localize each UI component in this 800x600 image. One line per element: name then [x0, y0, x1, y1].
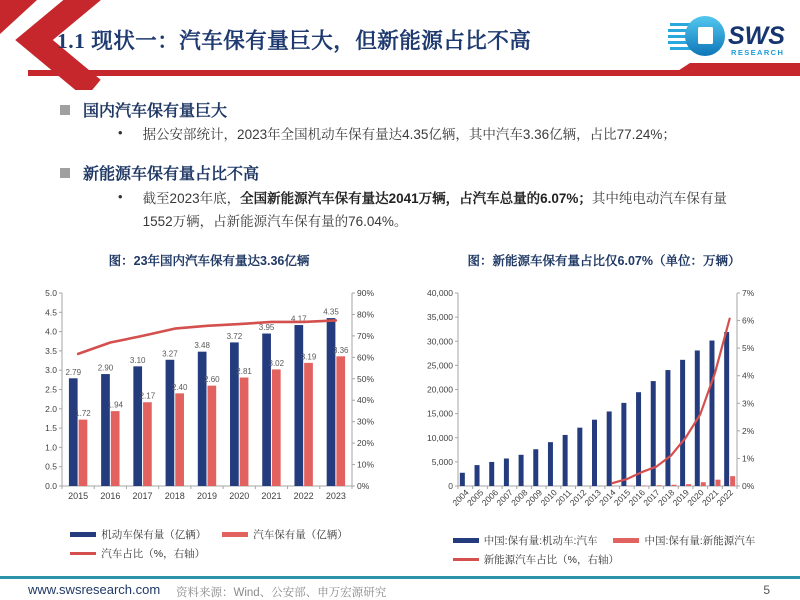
legend-label: 新能源汽车占比（%，右轴）	[483, 554, 620, 566]
logo-subtext: RESEARCH	[731, 48, 785, 57]
svg-text:0.5: 0.5	[45, 461, 57, 472]
svg-text:2011: 2011	[553, 487, 574, 508]
logo-text: SWS	[728, 22, 785, 50]
svg-text:2021: 2021	[261, 491, 282, 501]
svg-text:2015: 2015	[611, 487, 633, 508]
section-heading-1	[60, 98, 227, 121]
svg-text:4.35: 4.35	[323, 307, 339, 317]
svg-text:20%: 20%	[357, 438, 375, 449]
svg-text:40,000: 40,000	[427, 288, 453, 298]
legend-item	[70, 546, 205, 561]
legend-label: 汽车保有量（亿辆）	[253, 529, 348, 541]
svg-text:4.0: 4.0	[45, 326, 57, 337]
sub-bullet-text: 据公安部统计，2023年全国机动车保有量达4.35亿辆，其中汽车3.36亿辆，占比77.24%；	[142, 127, 676, 142]
svg-text:5.0: 5.0	[45, 288, 57, 298]
svg-text:1.0: 1.0	[45, 442, 57, 453]
svg-text:0: 0	[448, 481, 453, 491]
svg-text:2.90: 2.90	[97, 363, 114, 373]
svg-text:2017: 2017	[132, 491, 153, 501]
svg-text:3.95: 3.95	[258, 323, 275, 333]
svg-text:60%: 60%	[357, 352, 375, 363]
square-bullet-icon	[60, 105, 70, 115]
svg-text:25,000: 25,000	[427, 360, 453, 371]
svg-text:1.5: 1.5	[45, 423, 57, 434]
svg-text:6%: 6%	[742, 315, 755, 326]
svg-text:2020: 2020	[685, 487, 706, 508]
svg-text:40%: 40%	[357, 395, 375, 406]
header-red-band-thick	[670, 63, 800, 76]
footer-divider	[0, 576, 800, 579]
svg-text:2.5: 2.5	[45, 384, 57, 395]
svg-text:50%: 50%	[357, 373, 375, 384]
svg-text:30,000: 30,000	[427, 336, 453, 347]
svg-text:2023: 2023	[325, 491, 346, 501]
svg-text:2019: 2019	[670, 487, 692, 508]
svg-text:2014: 2014	[597, 487, 618, 508]
svg-text:2012: 2012	[567, 487, 589, 508]
legend-label: 机动车保有量（亿辆）	[101, 529, 207, 541]
svg-text:2016: 2016	[626, 487, 647, 508]
square-bullet-icon	[60, 168, 70, 178]
svg-text:3.19: 3.19	[300, 352, 317, 362]
dot-bullet-icon	[118, 188, 123, 233]
svg-text:2006: 2006	[479, 487, 501, 508]
svg-text:2015: 2015	[68, 491, 89, 501]
svg-text:0.0: 0.0	[45, 481, 57, 491]
svg-text:15,000: 15,000	[427, 408, 453, 419]
svg-text:90%: 90%	[357, 288, 375, 298]
svg-text:2.17: 2.17	[139, 391, 156, 401]
legend-item	[222, 527, 348, 542]
svg-text:2.60: 2.60	[204, 375, 220, 385]
nev-chart-legend	[418, 533, 790, 567]
legend-bar-swatch	[70, 532, 96, 537]
legend-item	[613, 533, 755, 548]
vehicle-chart-legend	[30, 527, 388, 561]
legend-label: 中国:保有量:新能源汽车	[644, 535, 756, 547]
svg-text:3.72: 3.72	[226, 331, 243, 341]
svg-text:20,000: 20,000	[427, 384, 453, 395]
svg-text:2018: 2018	[164, 491, 185, 501]
svg-text:2019: 2019	[196, 491, 218, 501]
svg-text:3.0: 3.0	[45, 365, 57, 376]
sub-bullet-1	[118, 124, 766, 147]
dot-bullet-icon	[118, 124, 123, 147]
svg-text:10%: 10%	[357, 459, 375, 470]
legend-item	[70, 527, 206, 542]
svg-text:7%: 7%	[742, 288, 755, 298]
svg-text:2016: 2016	[100, 491, 121, 501]
svg-text:4%: 4%	[742, 370, 755, 381]
legend-bar-swatch	[453, 538, 479, 543]
svg-text:1.94: 1.94	[107, 400, 123, 410]
svg-text:2.0: 2.0	[45, 403, 57, 414]
svg-text:0%: 0%	[357, 481, 370, 491]
page-number: 5	[763, 583, 770, 597]
chart-title-right: 图：新能源车保有量占比仅6.07%（单位：万辆）	[467, 254, 741, 268]
svg-text:2022: 2022	[293, 491, 314, 501]
sub-bullet-2	[118, 188, 766, 233]
svg-text:4.5: 4.5	[45, 307, 57, 318]
svg-text:2008: 2008	[509, 487, 530, 508]
globe-icon	[668, 16, 725, 56]
svg-text:3.48: 3.48	[194, 341, 210, 351]
sws-research-logo	[668, 10, 790, 62]
nev-share-chart	[418, 283, 790, 533]
section-heading-2	[60, 161, 259, 184]
sub-bullet-text: 截至2023年底，全国新能源汽车保有量达2041万辆，占汽车总量的6.07%；其中纯电动汽车保有量1552万辆，占新能源汽车保有量的76.04%。	[142, 191, 727, 229]
svg-text:3.10: 3.10	[129, 355, 146, 365]
svg-text:2013: 2013	[582, 487, 603, 508]
page-title: 1.1 现状一：汽车保有量巨大，但新能源占比不高	[57, 29, 532, 53]
svg-text:2%: 2%	[742, 425, 755, 436]
svg-text:2007: 2007	[494, 487, 515, 508]
svg-text:35,000: 35,000	[427, 312, 453, 323]
svg-text:2010: 2010	[538, 487, 559, 508]
svg-text:3.5: 3.5	[45, 345, 57, 356]
svg-text:2022: 2022	[714, 487, 736, 508]
section-heading-text: 新能源车保有量占比不高	[83, 166, 260, 183]
svg-text:3.27: 3.27	[162, 349, 178, 359]
svg-text:3.36: 3.36	[332, 345, 349, 355]
svg-text:3%: 3%	[742, 398, 755, 409]
legend-label: 汽车占比（%，右轴）	[101, 548, 206, 560]
svg-text:5,000: 5,000	[431, 456, 453, 467]
svg-text:1.72: 1.72	[75, 409, 91, 419]
legend-item	[453, 533, 598, 548]
legend-line-swatch	[70, 552, 96, 555]
legend-bar-swatch	[613, 538, 639, 543]
svg-text:10,000: 10,000	[427, 432, 453, 443]
svg-text:80%: 80%	[357, 309, 375, 320]
legend-bar-swatch	[222, 532, 248, 537]
svg-text:5%: 5%	[742, 343, 755, 354]
svg-text:2005: 2005	[464, 487, 486, 508]
svg-text:2009: 2009	[523, 487, 545, 508]
svg-text:70%: 70%	[357, 330, 375, 341]
svg-text:0%: 0%	[742, 481, 755, 491]
legend-label: 中国:保有量:机动车:汽车	[483, 535, 598, 547]
svg-text:3.02: 3.02	[268, 358, 285, 368]
footer-website-link[interactable]: www.swsresearch.com	[28, 582, 161, 597]
svg-text:2.79: 2.79	[65, 367, 82, 377]
legend-line-swatch	[453, 558, 479, 561]
svg-text:2004: 2004	[450, 487, 471, 508]
svg-text:2.81: 2.81	[236, 367, 252, 377]
svg-text:2021: 2021	[699, 487, 721, 508]
vehicle-ownership-chart	[30, 283, 388, 511]
svg-text:1%: 1%	[742, 453, 755, 464]
section-heading-text: 国内汽车保有量巨大	[83, 103, 228, 120]
footer-source-text: 资料来源：Wind、公安部、申万宏源研究	[176, 587, 387, 599]
svg-text:2.40: 2.40	[171, 382, 188, 392]
svg-text:2017: 2017	[641, 487, 662, 508]
svg-text:4.17: 4.17	[291, 314, 307, 324]
chart-title-left: 图：23年国内汽车保有量达3.36亿辆	[108, 254, 310, 268]
svg-text:2018: 2018	[655, 487, 677, 508]
svg-text:2020: 2020	[229, 491, 250, 501]
svg-text:30%: 30%	[357, 416, 375, 427]
legend-item	[453, 552, 619, 567]
